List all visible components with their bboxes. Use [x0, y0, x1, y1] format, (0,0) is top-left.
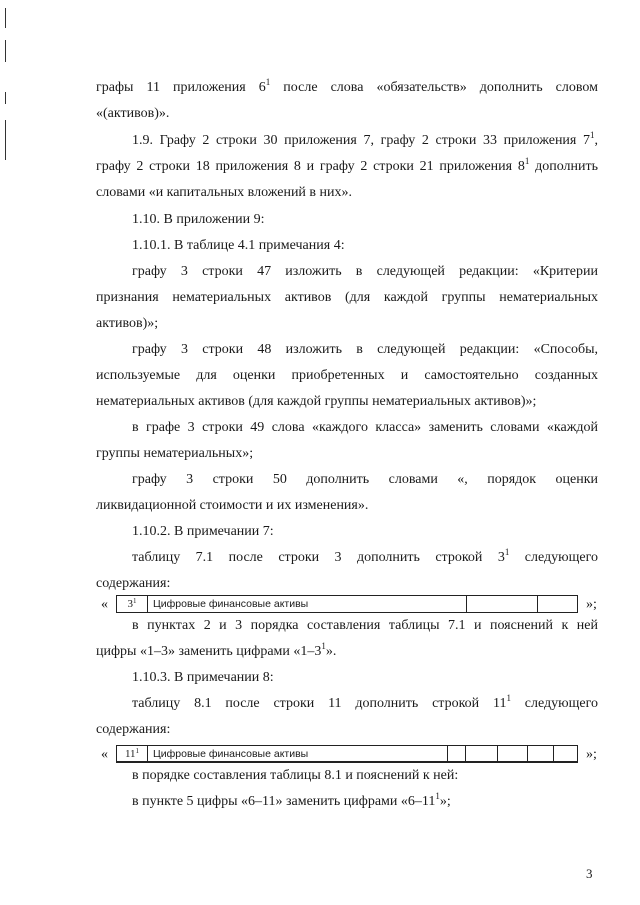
paragraph-line: «(активов)». — [96, 106, 170, 121]
paragraph-line: в пункте 5 цифры «6–11» заменить цифрами «$6-11^1$»; — [132, 791, 451, 809]
paragraph-line: графы 11 приложения $6^1$ после слова «обязательств» дополнить словом — [96, 77, 598, 95]
open-quote: « — [101, 747, 108, 762]
paragraph-line: используемые для оценки приобретенных и самостоятельно созданных — [96, 368, 598, 383]
table-cell-divider — [147, 596, 148, 612]
table-cell-divider — [447, 746, 448, 761]
paragraph-line: ликвидационной стоимости и их изменения». — [96, 498, 369, 513]
table-cell-divider — [466, 596, 467, 612]
paragraph-line: нематериальных активов (для каждой группы нематериальных активов)»; — [96, 394, 537, 409]
paragraph-line: 1.9. Графу 2 строки 30 приложения 7, графу 2 строки 33 приложения $7^1$, — [132, 130, 598, 148]
close-quote: »; — [586, 597, 597, 612]
paragraph-line: таблицу 8.1 после строки 11 дополнить строкой $11^1$ следующего — [132, 693, 598, 711]
table-cell-divider — [527, 746, 528, 761]
paragraph-line: признания нематериальных активов (для каждой группы нематериальных — [96, 290, 598, 305]
paragraph-line: таблицу 7.1 после строки 3 дополнить строкой $3^1$ следующего — [132, 547, 598, 565]
table-cell-divider — [553, 746, 554, 761]
paragraph-line: словами «и капитальных вложений в них». — [96, 185, 353, 200]
paragraph-line: активов)»; — [96, 316, 159, 331]
paragraph-line: графу 3 строки 48 изложить в следующей редакции: «Способы, — [132, 342, 598, 357]
section-heading: 1.10.3. В примечании 8: — [132, 670, 274, 685]
table-row-box — [116, 595, 578, 613]
paragraph-line: в графе 3 строки 49 слова «каждого класса» заменить словами «каждой — [132, 420, 598, 435]
margin-mark — [5, 92, 6, 104]
row-label: Цифровые финансовые активы — [153, 598, 309, 610]
paragraph-line: в порядке составления таблицы 8.1 и пояснений к ней: — [132, 768, 459, 783]
section-heading: 1.10.1. В таблице 4.1 примечания 4: — [132, 238, 345, 253]
table-cell-divider — [537, 596, 538, 612]
paragraph-line: графу 3 строки 50 дополнить словами «, порядок оценки — [132, 472, 598, 487]
paragraph-line: содержания: — [96, 722, 171, 737]
table-cell-divider — [497, 746, 498, 761]
paragraph-line: графу 3 строки 47 изложить в следующей редакции: «Критерии — [132, 264, 598, 279]
paragraph-line: в пунктах 2 и 3 порядка составления таблицы 7.1 и пояснений к ней — [132, 618, 598, 633]
section-heading: 1.10. В приложении 9: — [132, 212, 265, 227]
table-cell-divider — [465, 746, 466, 761]
row-number: $3^1$ — [127, 597, 137, 610]
page-number: 3 — [586, 866, 593, 881]
margin-mark — [5, 8, 6, 28]
margin-mark — [5, 40, 6, 62]
row-number: $11^1$ — [124, 747, 140, 760]
section-heading: 1.10.2. В примечании 7: — [132, 524, 274, 539]
paragraph-line: содержания: — [96, 576, 171, 591]
table-cell-divider — [147, 746, 148, 761]
margin-mark — [5, 120, 6, 160]
paragraph-line: группы нематериальных»; — [96, 446, 254, 461]
paragraph-line: цифры «1–3» заменить цифрами «$1-3^1$». — [96, 641, 337, 659]
close-quote: »; — [586, 747, 597, 762]
row-label: Цифровые финансовые активы — [153, 748, 309, 760]
paragraph-line: графу 2 строки 18 приложения 8 и графу 2 строки 21 приложения $8^1$ дополнить — [96, 156, 598, 174]
open-quote: « — [101, 597, 108, 612]
table-row-box — [116, 745, 578, 763]
